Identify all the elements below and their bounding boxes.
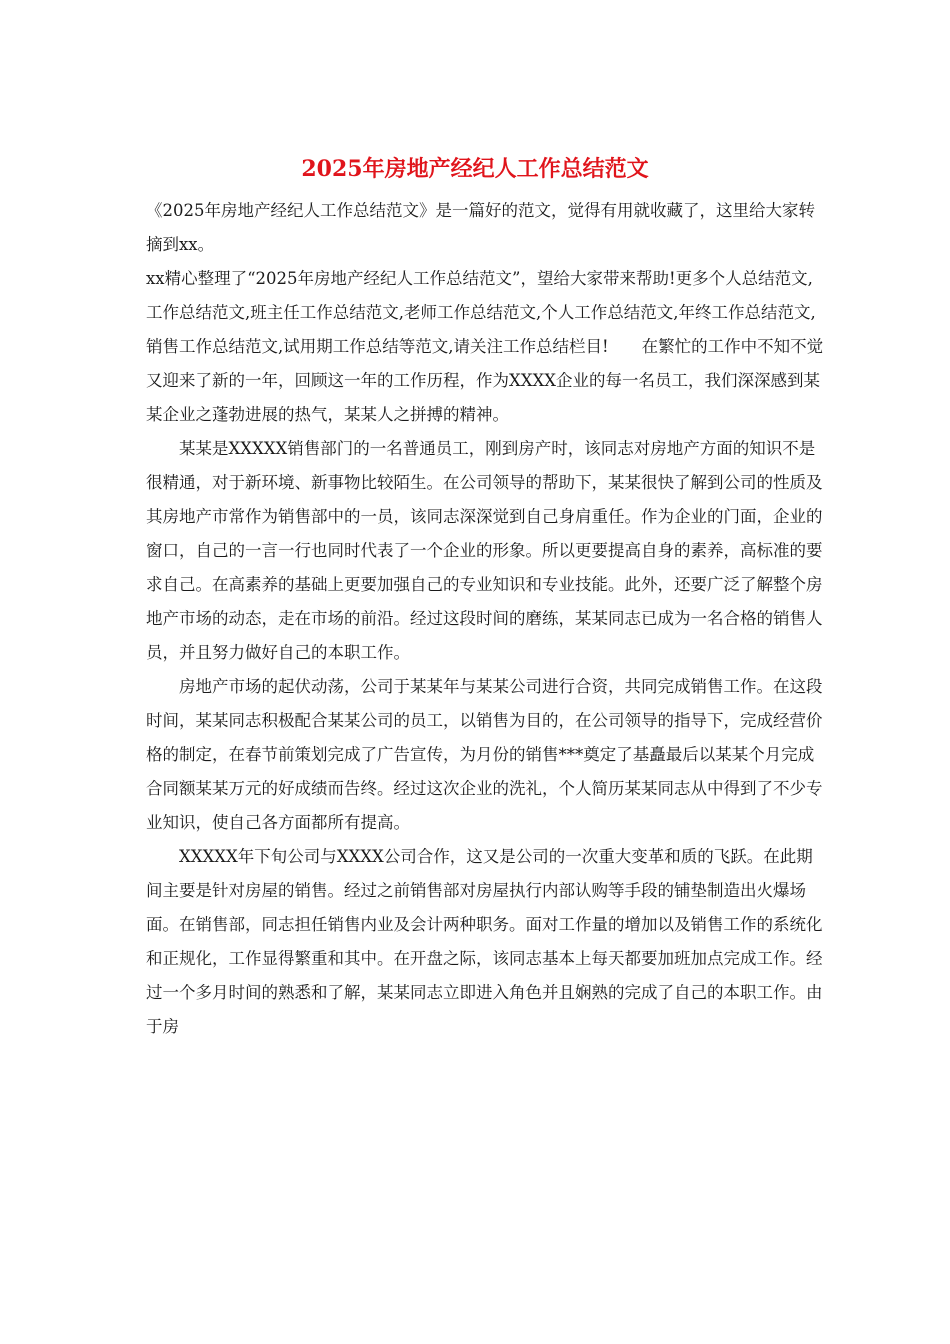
paragraph-joint-venture: 房地产市场的起伏动荡，公司于某某年与某某公司进行合资，共同完成销售工作。在这段时间，某某同志积极配合某某公司的员工，以销售为目的，在公司领导的指导下，完成经营价格的制定，在春节前策划完成了广告宣传，为月份的销售***奠定了基矗最后以某某个月完成合同额某某万元的好成绩而告终。经过这次企业的洗礼，个人简历某某同志从中得到了不少专业知识，使自己各方面都所有提高。 — [146, 677, 823, 832]
document-title: 2025年房地产经纪人工作总结范文 — [301, 156, 649, 182]
intro-paragraph: 《2025年房地产经纪人工作总结范文》是一篇好的范文，觉得有用就收藏了，这里给大家转摘到xx。 — [146, 201, 815, 254]
paragraph-employee-intro: 某某是XXXXX销售部门的一名普通员工，刚到房产时，该同志对房地产方面的知识不是很精通，对于新环境、新事物比较陌生。在公司领导的帮助下，某某很快了解到公司的性质及其房地产市常作为销售部中的一员，该同志深深觉到自己身肩重任。作为企业的门面，企业的窗口，自己的一言一行也同时代表了一个企业的形象。所以更要提高自身的素养，高标准的要求自己。在高素养的基础上更要加强自己的专业知识和专业技能。此外，还要广泛了解整个房地产市场的动态，走在市场的前沿。经过这段时间的磨练，某某同志已成为一名合格的销售人员，并且努力做好自己的本职工作。 — [146, 439, 823, 662]
paragraph-editor-note: xx精心整理了“2025年房地产经纪人工作总结范文”，望给大家带来帮助!更多个人总结范文,工作总结范文,班主任工作总结范文,老师工作总结范文,个人工作总结范文,年终工作总结范文,销售工作总结范文,试用期工作总结等范文,请关注工作总结栏目! 在繁忙的工作中不知不觉又迎来了新的一年，回顾这一年的工作历程，作为XXXX企业的每一名员工，我们深深感到某某企业之蓬勃进展的热气，某某人之拼搏的精神。 — [146, 269, 824, 424]
paragraph-cooperation: XXXXX年下旬公司与XXXX公司合作，这又是公司的一次重大变革和质的飞跃。在此期间主要是针对房屋的销售。经过之前销售部对房屋执行内部认购等手段的铺垫制造出火爆场面。在销售部，同志担任销售内业及会计两种职务。面对工作量的增加以及销售工作的系统化和正规化，工作显得繁重和其中。在开盘之际，该同志基本上每天都要加班加点完成工作。经过一个多月时间的熟悉和了解，某某同志立即进入角色并且娴熟的完成了自己的本职工作。由于房 — [146, 847, 823, 1036]
document-body — [146, 194, 826, 1044]
